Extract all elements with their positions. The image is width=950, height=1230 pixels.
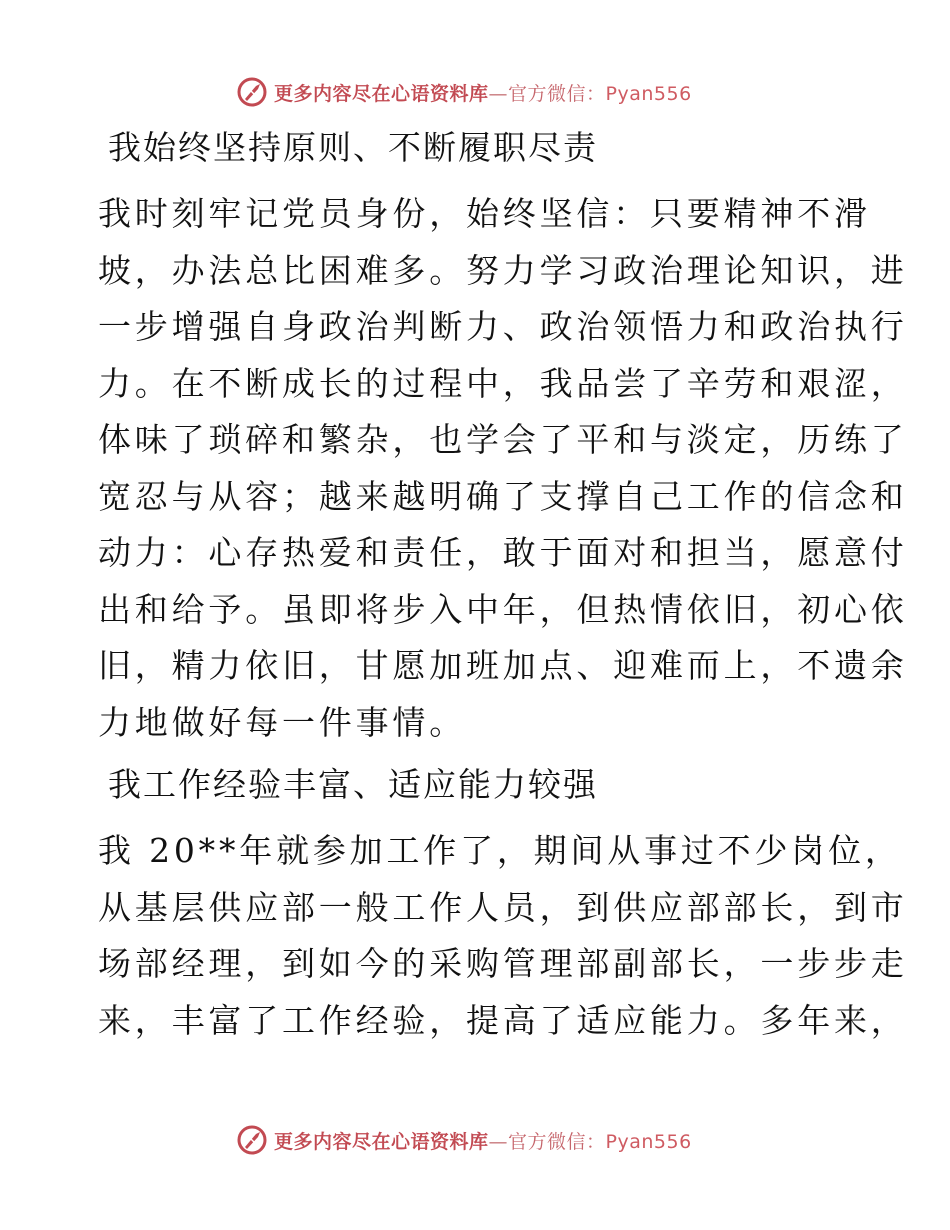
watermark-dash: —	[488, 1130, 509, 1153]
section-paragraph	[98, 186, 908, 751]
watermark-main: 更多内容尽在心语资料库	[274, 1130, 489, 1153]
header-watermark	[236, 72, 692, 112]
paragraph-line: 出和给予。虽即将步入中年，但热情依旧，初心依	[98, 589, 908, 629]
watermark-main: 更多内容尽在心语资料库	[274, 82, 489, 105]
watermark-wechat-id: Pyan556	[605, 1130, 692, 1153]
paragraph-line: 体味了琐碎和繁杂，也学会了平和与淡定，历练了	[98, 420, 908, 459]
footer-watermark	[236, 1120, 692, 1160]
paragraph-line: 来，丰富了工作经验，提高了适应能力。多年来，	[98, 1000, 908, 1040]
watermark-text	[274, 1127, 692, 1154]
paragraph-line: 我时刻牢记党员身份，始终坚信：只要精神不滑	[98, 194, 871, 233]
paragraph-line: 动力：心存热爱和责任，敢于面对和担当，愿意付	[98, 533, 908, 572]
paragraph-line: 力。在不断成长的过程中，我品尝了辛劳和艰涩，	[98, 363, 908, 403]
section-heading: 我始终坚持原则、不断履职尽责	[108, 128, 598, 167]
paragraph-line: 场部经理，到如今的采购管理部副部长，一步步走	[98, 944, 908, 983]
document-body	[98, 120, 908, 1049]
paragraph-line: 旧，精力依旧，甘愿加班加点、迎难而上，不遗余	[98, 646, 908, 685]
watermark-label: 官方微信：	[508, 1130, 606, 1153]
paragraph-line: 我 20**年就参加工作了，期间从事过不少岗位，	[98, 831, 902, 870]
paragraph-line: 坡，办法总比困难多。努力学习政治理论知识，进	[98, 250, 908, 290]
paragraph-line: 宽忍与从容；越来越明确了支撑自己工作的信念和	[98, 476, 908, 516]
quill-logo-icon	[236, 76, 268, 108]
watermark-text	[274, 79, 692, 106]
paragraph-line: 一步增强自身政治判断力、政治领悟力和政治执行	[98, 307, 908, 346]
watermark-wechat-id: Pyan556	[605, 82, 692, 105]
watermark-dash: —	[488, 82, 509, 105]
section-paragraph	[98, 823, 908, 1049]
section-heading: 我工作经验丰富、适应能力较强	[108, 765, 598, 804]
watermark-label: 官方微信：	[508, 82, 606, 105]
paragraph-line: 从基层供应部一般工作人员，到供应部部长，到市	[98, 887, 908, 927]
quill-logo-icon	[236, 1124, 268, 1156]
paragraph-line: 力地做好每一件事情。	[98, 702, 466, 742]
